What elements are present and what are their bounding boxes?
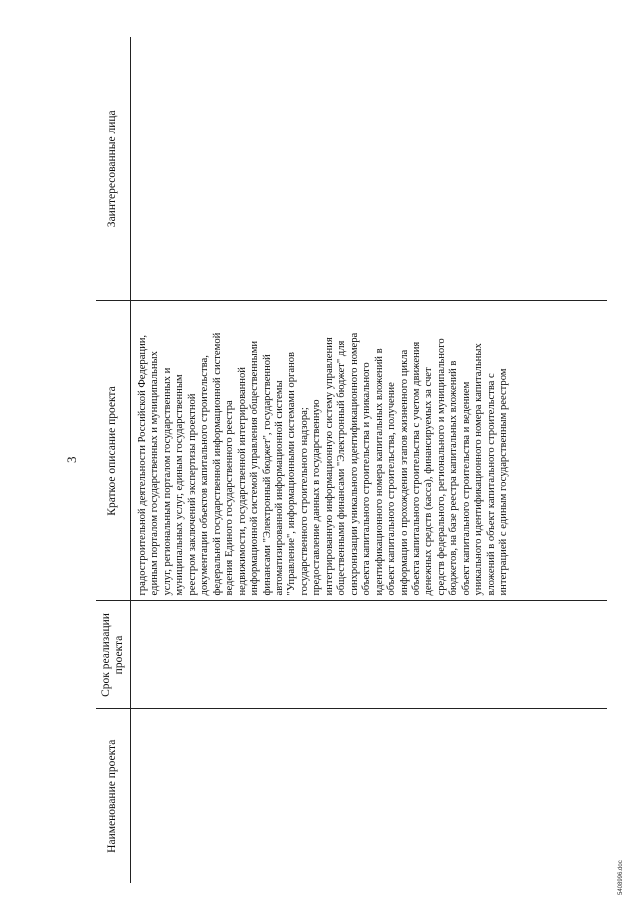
description-line: финансами "Электронный бюджет", государственной (261, 354, 273, 596)
description-line: предоставление данных в государственную (311, 399, 323, 596)
description-line: единым порталом государственных и муниципальных (149, 351, 161, 596)
description-line: идентификационного номера капитальных вложений в (373, 348, 385, 596)
description-line: интегрированную информационную систему управления (323, 337, 335, 596)
description-line: автоматизированной информационной системы (273, 380, 285, 596)
project-table (96, 37, 607, 883)
table-row (131, 37, 608, 883)
description-line: синхронизации уникального идентификационного номера (348, 332, 360, 596)
description-line: объекта капитального строительства с учетом движения (410, 341, 422, 596)
description-line: "Управление", информационными системами органов (286, 351, 298, 596)
description-line: реестром заключений экспертизы проектной (186, 393, 198, 596)
description-line: услуг, региональным порталом государственных и (161, 367, 173, 596)
description-line: объект капитального строительства и ведением (460, 381, 472, 596)
description-line: денежных средств (касса), финансируемых за счет (423, 367, 435, 596)
page-number: 3 (64, 456, 79, 463)
description-line: интеграцией с единым государственным реестром (498, 368, 510, 596)
description-text (137, 307, 511, 596)
header-implementation-period: Срок реализации проекта (96, 601, 131, 709)
cell-project-name (131, 709, 608, 883)
description-line: общественными финансами "Электронный бюджет" для (336, 340, 348, 596)
cell-stakeholders (131, 37, 608, 301)
description-line: информационной системой управления общественными (249, 340, 261, 596)
description-line: федеральной государственной информационной системой (211, 332, 223, 596)
cell-short-description (131, 301, 608, 601)
document-code: 5408996.doc (618, 860, 624, 895)
description-line: недвижимости, государственной интегрированной (236, 367, 248, 596)
description-line: ведения Единого государственного реестра (224, 400, 236, 596)
table-header-row (96, 37, 131, 883)
description-line: уникального идентификационного номера капитальных (473, 343, 485, 596)
description-line: средств федерального, регионального и муниципального (435, 338, 447, 596)
cell-implementation-period (131, 601, 608, 709)
header-short-description: Краткое описание проекта (96, 301, 131, 601)
description-line: документации объектов капитального строительства, (199, 355, 211, 596)
header-stakeholders: Заинтересованные лица (96, 37, 131, 301)
description-line: объект капитального строительства, получение (386, 382, 398, 596)
description-line: градостроительной деятельности Российской Федерации, (137, 334, 148, 596)
header-project-name: Наименование проекта (96, 709, 131, 883)
description-line: государственного строительного надзора; (298, 407, 310, 596)
description-line: вложений в объект капитального строительства с (485, 373, 497, 596)
description-line: бюджетов, на базе реестра капитальных вложений в (448, 360, 460, 596)
description-line: информации о прохождении этапов жизненного цикла (398, 349, 410, 596)
description-line: муниципальных услуг, единым государственным (174, 374, 186, 596)
description-line: объекта капитального строительства и уникального (361, 362, 373, 596)
